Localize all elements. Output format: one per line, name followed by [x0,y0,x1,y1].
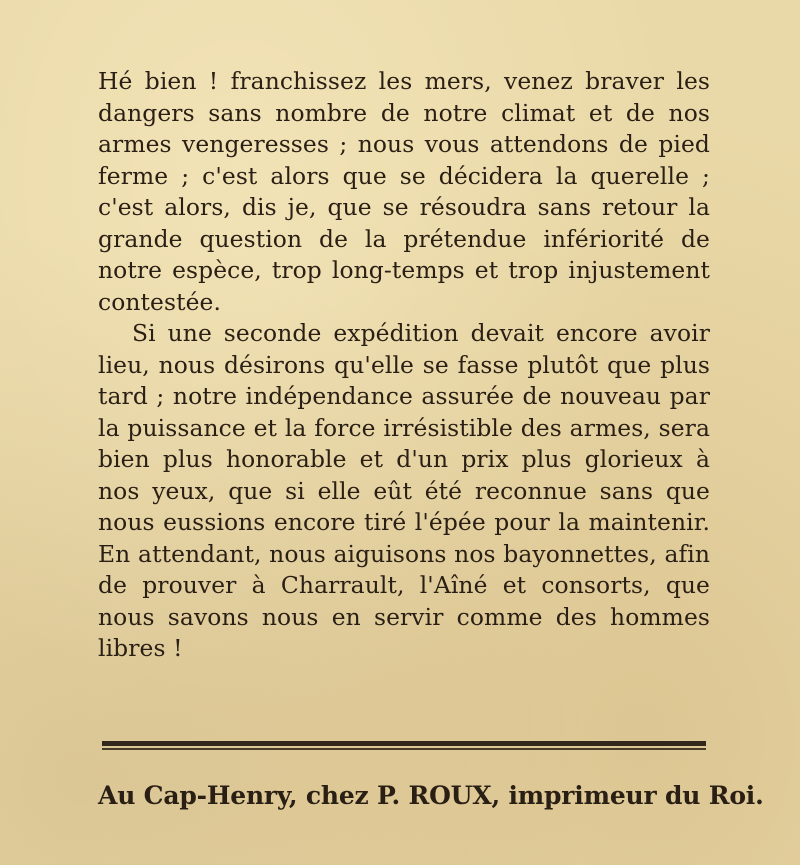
horizontal-rule [102,741,706,750]
printer-imprint: Au Cap-Henry, chez P. ROUX, imprimeur du Roi. [98,781,764,810]
body-text [98,66,710,665]
paragraph-2: Si une seconde expédition devait encore avoir lieu, nous désirons qu'elle se fasse plutôt que plus tard ; notre indépendance assurée de nouveau par la puissance et la force irrésistible des armes, sera bien plus honorable et d'un prix plus glorieux à nos yeux, que si elle eût été reconnue sans que nous eussions encore tiré l'épée pour la maintenir. En attendant, nous aiguisons nos bayonnettes, afin de prouver à Charrault, l'Aîné et consorts, que nous savons nous en servir comme des hommes libres ! [98,319,710,662]
paragraph-1: Hé bien ! franchissez les mers, venez braver les dangers sans nombre de notre climat et de nos armes vengeresses ; nous vous attendons de pied ferme ; c'est alors que se décidera la querelle ; c'est alors, dis je, que se résoudra sans retour la grande question de la prétendue infériorité de notre espèce, trop long-temps et trop injustement contestée. [98,67,710,316]
